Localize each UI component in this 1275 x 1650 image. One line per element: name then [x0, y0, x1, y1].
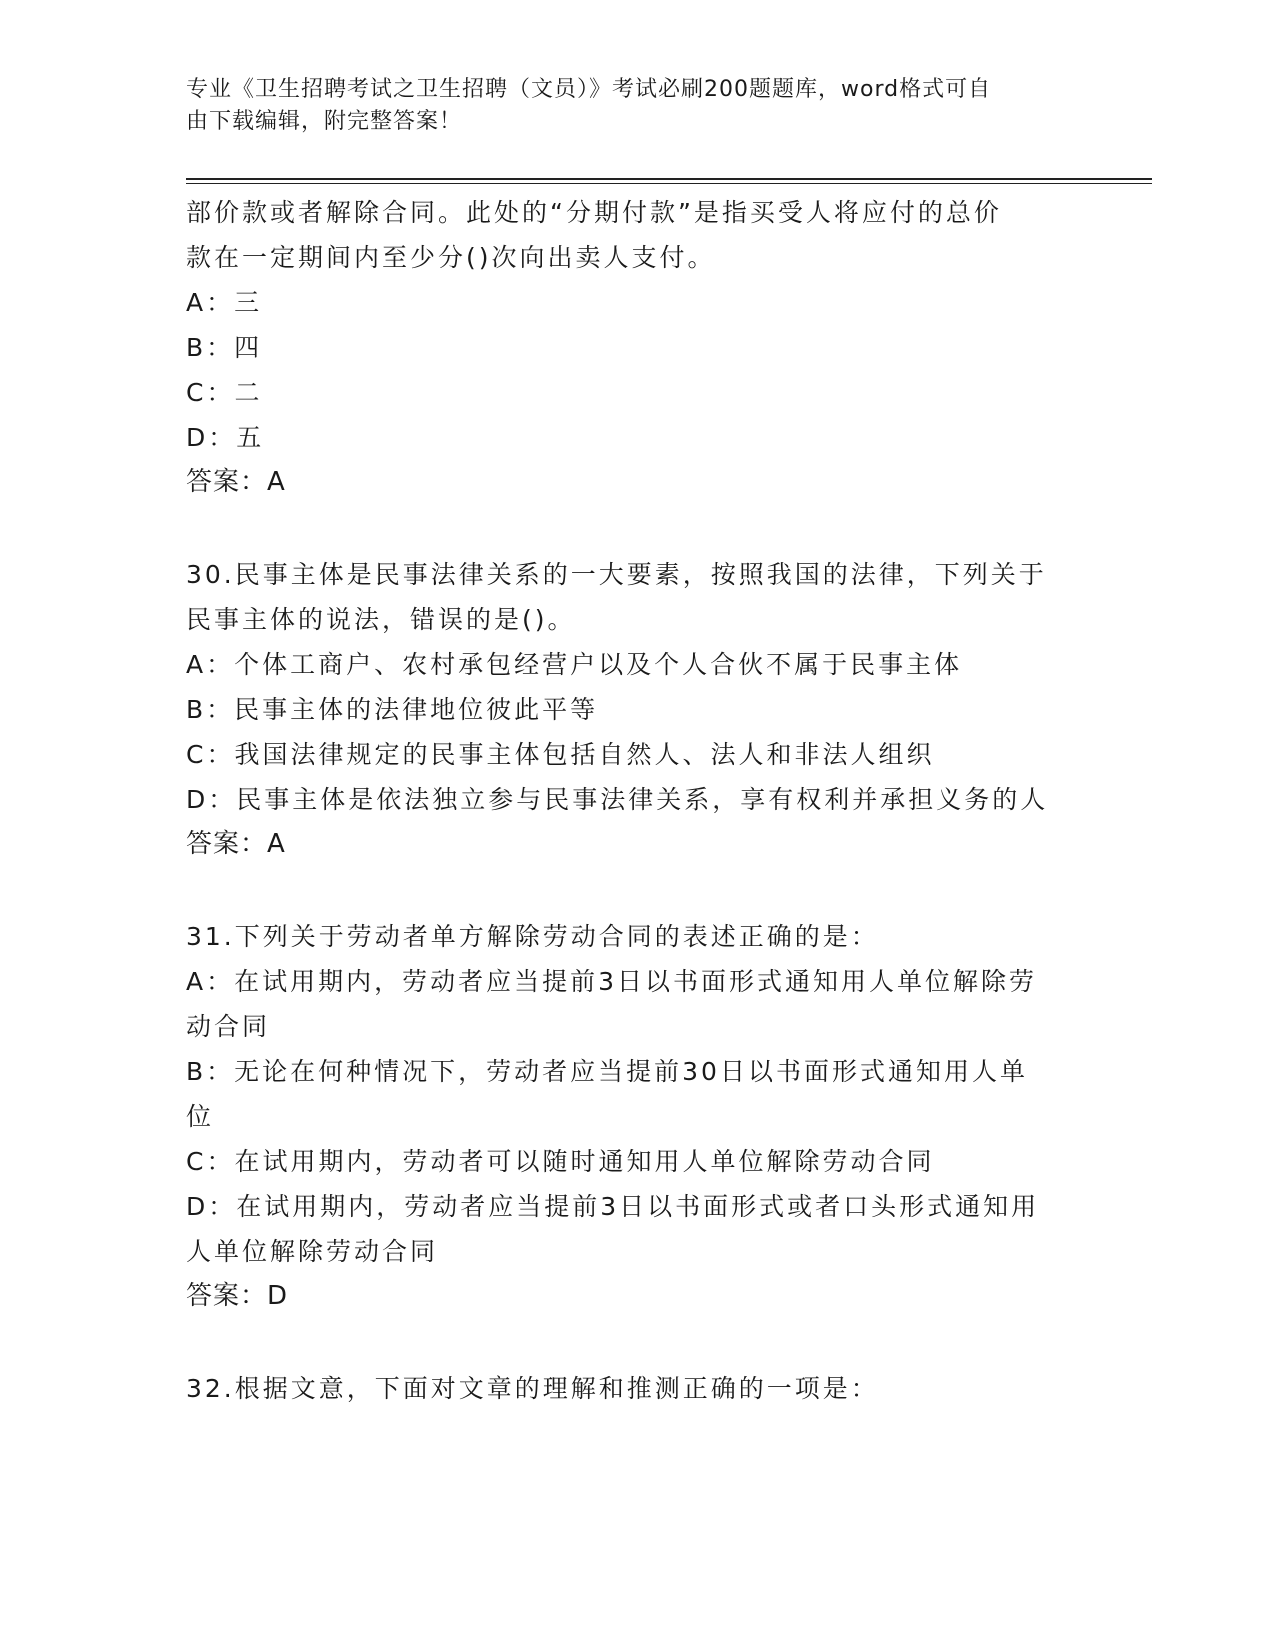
option-b: B：民事主体的法律地位彼此平等 [186, 695, 599, 724]
option-a: A：在试用期内，劳动者应当提前3日以书面形式通知用人单位解除劳 [186, 967, 1038, 996]
header-line-2: 由下载编辑，附完整答案！ [186, 109, 463, 134]
option-a: A：个体工商户、农村承包经营户以及个人合伙不属于民事主体 [186, 650, 963, 679]
option-a: A：三 [186, 288, 263, 317]
option-d: D：在试用期内，劳动者应当提前3日以书面形式或者口头形式通知用 [186, 1192, 1040, 1221]
question-stem-line: 32.根据文意，下面对文章的理解和推测正确的一项是： [186, 1374, 879, 1403]
question-29 [186, 190, 1086, 505]
option-d: D：民事主体是依法独立参与民事法律关系，享有权利并承担义务的人 [186, 785, 1049, 814]
spacer [186, 1319, 1086, 1366]
option-c: C：在试用期内，劳动者可以随时通知用人单位解除劳动合同 [186, 1147, 935, 1176]
answer-label: 答案：A [186, 829, 286, 859]
option-a-continued: 动合同 [186, 1012, 271, 1041]
page-header [186, 74, 1066, 138]
question-32 [186, 1366, 1086, 1411]
header-line-1: 专业《卫生招聘考试之卫生招聘（文员）》考试必刷200题题库，word格式可自 [186, 77, 992, 102]
question-stem-line: 部价款或者解除合同。此处的“分期付款”是指买受人将应付的总价 [186, 198, 1002, 227]
header-divider-thick [186, 178, 1152, 180]
option-c: C：二 [186, 378, 263, 407]
question-stem-line: 民事主体的说法，错误的是()。 [186, 605, 576, 634]
question-stem-line: 31.下列关于劳动者单方解除劳动合同的表述正确的是： [186, 922, 879, 951]
header-divider-thin [186, 183, 1152, 184]
option-d: D：五 [186, 423, 265, 452]
answer-label: 答案：A [186, 467, 286, 497]
option-b-continued: 位 [186, 1102, 215, 1131]
spacer [186, 867, 1086, 914]
spacer [186, 505, 1086, 552]
question-stem-line: 款在一定期间内至少分()次向出卖人支付。 [186, 243, 716, 272]
question-list [186, 190, 1086, 1411]
option-c: C：我国法律规定的民事主体包括自然人、法人和非法人组织 [186, 740, 935, 769]
option-b: B：无论在何种情况下，劳动者应当提前30日以书面形式通知用人单 [186, 1057, 1028, 1086]
question-stem-line: 30.民事主体是民事法律关系的一大要素，按照我国的法律，下列关于 [186, 560, 1047, 589]
question-30 [186, 552, 1086, 867]
question-31 [186, 914, 1086, 1319]
option-d-continued: 人单位解除劳动合同 [186, 1237, 439, 1266]
option-b: B：四 [186, 333, 263, 362]
answer-label: 答案：D [186, 1281, 289, 1311]
